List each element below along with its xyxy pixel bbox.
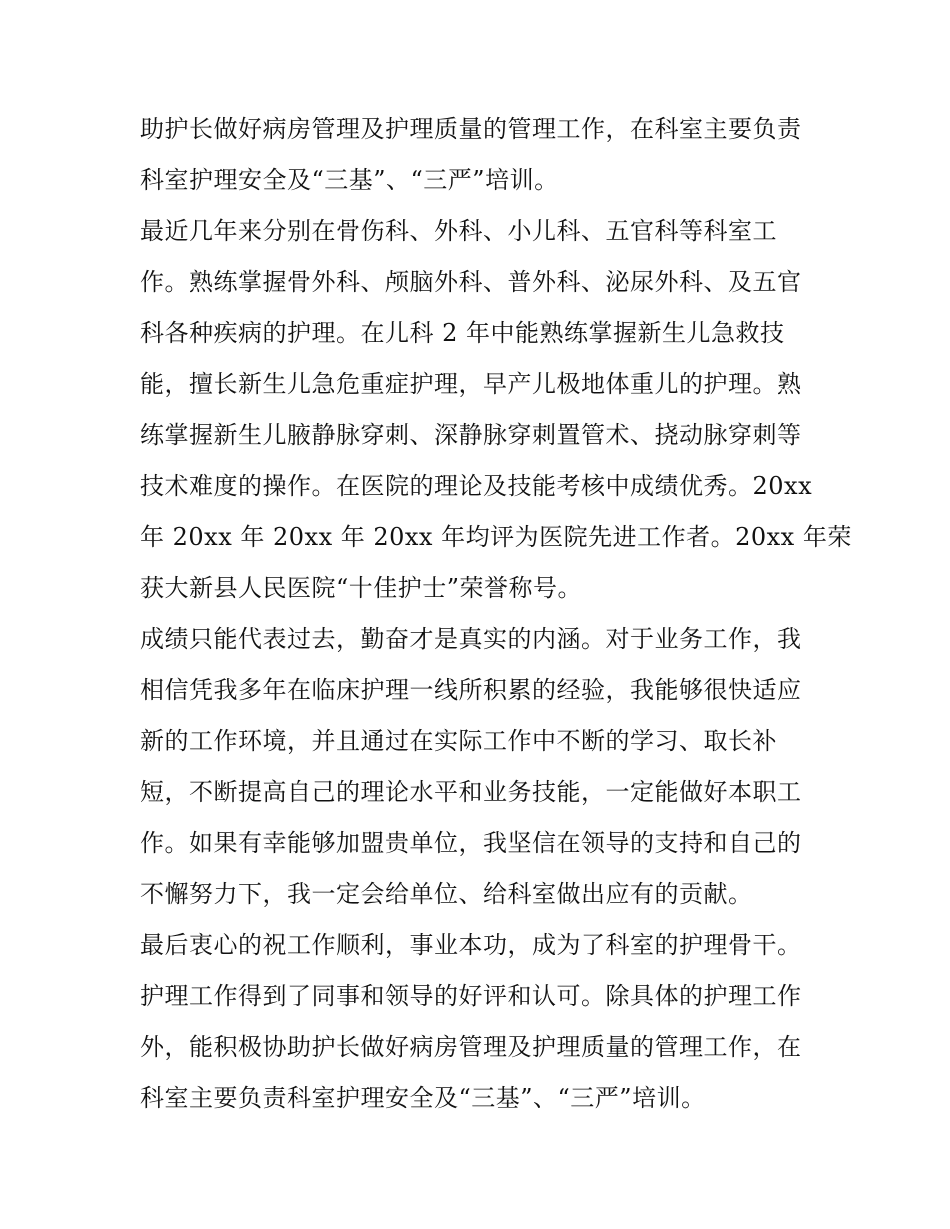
text-line: 科室护理安全及“三基”、“三严”培训。 (140, 166, 559, 194)
text-line: 最近几年来分别在骨伤科、外科、小儿科、五官科等科室工 (140, 217, 777, 245)
text-line: 作。如果有幸能够加盟贵单位，我坚信在领导的支持和自己的 (140, 829, 802, 857)
text-line: 成绩只能代表过去，勤奋才是真实的内涵。对于业务工作，我 (140, 625, 802, 653)
text-line: 获大新县人民医院“十佳护士”荣誉称号。 (140, 574, 583, 602)
text-line: 能，擅长新生儿急危重症护理，早产儿极地体重儿的护理。熟 (140, 370, 802, 398)
text-line: 作。熟练掌握骨外科、颅脑外科、普外科、泌尿外科、及五官 (140, 268, 802, 296)
text-line: 练掌握新生儿腋静脉穿刺、深静脉穿刺置管术、挠动脉穿刺等 (140, 421, 802, 449)
text-line: 科各种疾病的护理。在儿科 2 年中能熟练掌握新生儿急救技 (140, 319, 785, 347)
text-line: 相信凭我多年在临床护理一线所积累的经验，我能够很快适应 (140, 676, 802, 704)
text-line: 技术难度的操作。在医院的理论及技能考核中成绩优秀。20xx (140, 472, 813, 500)
text-line: 外，能积极协助护长做好病房管理及护理质量的管理工作，在 (140, 1033, 802, 1061)
text-line: 助护长做好病房管理及护理质量的管理工作，在科室主要负责 (140, 115, 802, 143)
text-line: 新的工作环境，并且通过在实际工作中不断的学习、取长补 (140, 727, 777, 755)
text-line: 不懈努力下，我一定会给单位、给科室做出应有的贡献。 (140, 880, 753, 908)
text-line: 护理工作得到了同事和领导的好评和认可。除具体的护理工作 (140, 982, 802, 1010)
document-body (140, 104, 852, 1124)
text-line: 年 20xx 年 20xx 年 20xx 年均评为医院先进工作者。20xx 年荣 (140, 523, 852, 551)
text-line: 短，不断提高自己的理论水平和业务技能，一定能做好本职工 (140, 778, 802, 806)
text-line: 科室主要负责科室护理安全及“三基”、“三严”培训。 (140, 1084, 706, 1112)
text-line: 最后衷心的祝工作顺利，事业本功，成为了科室的护理骨干。 (140, 931, 802, 959)
